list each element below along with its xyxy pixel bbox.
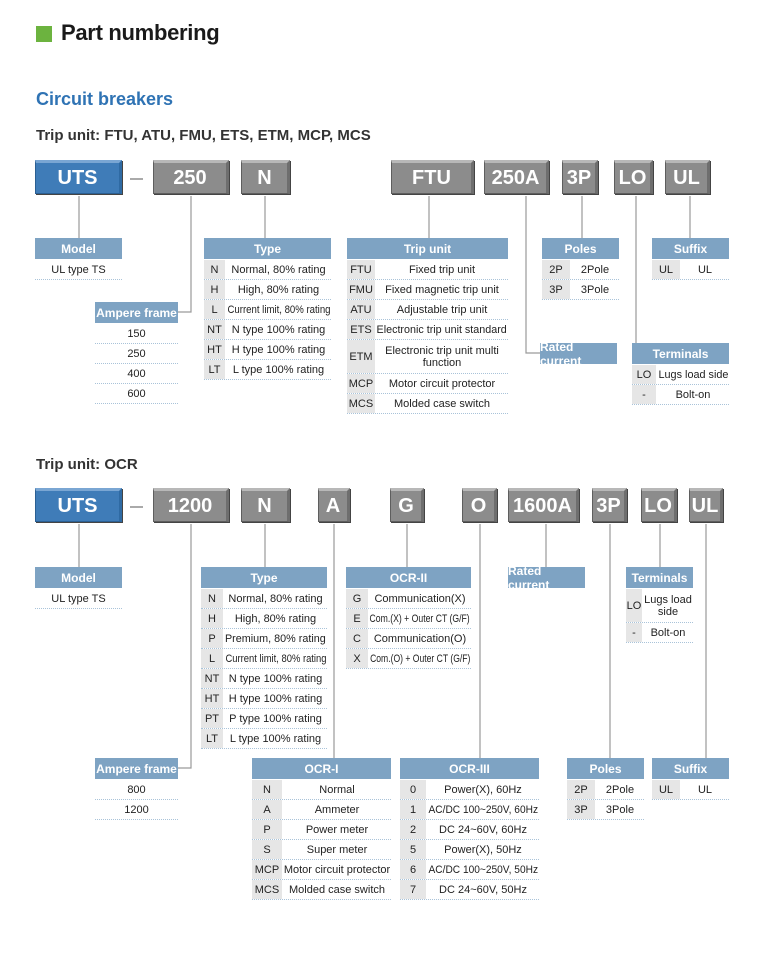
option-code: 1: [400, 800, 427, 819]
table-row: [204, 300, 331, 320]
code-key-250a: 250A: [484, 160, 549, 194]
option-code: HT: [201, 689, 224, 708]
option-description: 250: [127, 347, 146, 360]
option-code: G: [346, 589, 369, 608]
option-code: 2P: [567, 780, 596, 799]
option-description: 800: [127, 783, 146, 796]
option-description: Normal, 80% rating: [231, 263, 326, 276]
option-description-cell: [369, 609, 471, 628]
table-row: [35, 260, 122, 280]
table-row: [347, 320, 508, 340]
table-ampere: [95, 758, 178, 820]
option-description: DC 24~60V, 50Hz: [439, 883, 527, 896]
table-header: Terminals: [632, 343, 729, 365]
table-row: [400, 780, 539, 800]
option-description-cell: [643, 589, 693, 622]
option-description-cell: [283, 780, 391, 799]
code-key-lo: LO: [641, 488, 677, 522]
table-header: Suffix: [652, 238, 729, 260]
table-row: [95, 364, 178, 384]
table-row: [400, 800, 539, 820]
option-description-cell: [376, 300, 508, 319]
table-row: [542, 260, 619, 280]
option-description: N type 100% rating: [231, 323, 326, 336]
option-code: 6: [400, 860, 427, 879]
option-code: 3P: [542, 280, 571, 299]
table-row: [632, 365, 729, 385]
table-row: [567, 800, 644, 820]
option-code: FMU: [347, 280, 376, 299]
option-description: Fixed trip unit: [408, 263, 476, 276]
table-header: Model: [35, 567, 122, 589]
table-row: [95, 780, 178, 800]
table-row: [347, 300, 508, 320]
option-description-cell: [596, 800, 644, 819]
option-code: NT: [201, 669, 224, 688]
option-code: MCP: [252, 860, 283, 879]
table-trip: [347, 238, 508, 414]
option-description-cell: [95, 324, 178, 343]
table-rated: [508, 563, 585, 592]
option-description: 3Pole: [580, 283, 610, 296]
table-row: [347, 280, 508, 300]
option-description-cell: [95, 384, 178, 403]
table-row: [252, 820, 391, 840]
option-description-cell: [427, 780, 539, 799]
option-description-cell: [283, 860, 391, 879]
table-row: [252, 800, 391, 820]
table-header: Poles: [542, 238, 619, 260]
option-description: H type 100% rating: [231, 343, 326, 356]
option-description-cell: [283, 880, 391, 899]
option-code: LO: [626, 589, 643, 622]
option-code: -: [632, 385, 657, 404]
option-description: Ammeter: [314, 803, 360, 816]
option-description-cell: [226, 320, 331, 339]
table-row: [201, 669, 327, 689]
code-key-n: N: [241, 488, 290, 522]
option-description-cell: [224, 649, 327, 668]
table-header: OCR-II: [346, 567, 471, 589]
option-code: LT: [204, 360, 226, 379]
option-description: Electronic trip unit standard: [376, 323, 508, 336]
option-description-cell: [643, 623, 693, 642]
table-row: [204, 360, 331, 380]
option-description: AC/DC 100~250V, 60Hz: [428, 803, 538, 816]
option-description-cell: [224, 609, 327, 628]
option-description: N type 100% rating: [228, 672, 323, 685]
option-code: 7: [400, 880, 427, 899]
option-description: L type 100% rating: [229, 732, 322, 745]
table-row: [252, 880, 391, 900]
table-poles: [567, 758, 644, 820]
table-row: [201, 629, 327, 649]
option-code: N: [204, 260, 226, 279]
table-type: [201, 567, 327, 749]
table-header: Suffix: [652, 758, 729, 780]
table-rated: [540, 339, 617, 368]
option-description: Molded case switch: [289, 883, 385, 896]
option-code: LO: [632, 365, 657, 384]
option-description-cell: [369, 629, 471, 648]
table-poles: [542, 238, 619, 300]
code-key-lo: LO: [614, 160, 653, 194]
code-key-o: O: [462, 488, 497, 522]
option-description: UL: [697, 783, 713, 796]
option-description-cell: [427, 860, 539, 879]
table-header: Ampere frame: [95, 758, 178, 780]
subtitle: Circuit breakers: [36, 89, 174, 109]
option-description: Bolt-on: [675, 388, 711, 401]
table-row: [346, 629, 471, 649]
option-description: P type 100% rating: [229, 712, 322, 725]
table-header: Rated current: [540, 343, 617, 365]
option-description-cell: [571, 260, 619, 279]
option-description: Communication(X): [374, 592, 466, 605]
option-description: Super meter: [306, 843, 368, 856]
table-row: [204, 340, 331, 360]
option-description: 2Pole: [605, 783, 635, 796]
option-description: 600: [127, 387, 146, 400]
option-code: -: [626, 623, 643, 642]
option-code: MCP: [347, 374, 376, 393]
table-row: [95, 344, 178, 364]
table-terminals: [632, 343, 729, 405]
option-code: 3P: [567, 800, 596, 819]
option-description-cell: [283, 800, 391, 819]
option-code: H: [204, 280, 226, 299]
table-row: [347, 394, 508, 414]
table-row: [35, 589, 122, 609]
table-type: [204, 238, 331, 380]
option-description: Bolt-on: [650, 626, 686, 639]
option-description-cell: [376, 394, 508, 413]
option-description-cell: [596, 780, 644, 799]
option-description: Com.(O) + Outer CT (G/F): [369, 652, 471, 665]
option-description: AC/DC 100~250V, 50Hz: [428, 863, 538, 876]
table-ocr2: [346, 567, 471, 669]
table-header: Terminals: [626, 567, 693, 589]
option-description: Normal: [319, 783, 355, 796]
option-description-cell: [427, 880, 539, 899]
code-key-g: G: [390, 488, 424, 522]
table-ocr1: [252, 758, 391, 900]
option-code: L: [204, 300, 226, 319]
option-code: NT: [204, 320, 226, 339]
option-description: Fixed magnetic trip unit: [385, 283, 499, 296]
table-header: Rated current: [508, 567, 585, 589]
option-description: 2Pole: [580, 263, 610, 276]
option-description: Lugs load side: [644, 593, 692, 618]
code-key-ul: UL: [665, 160, 710, 194]
option-description: Lugs load side: [658, 368, 728, 381]
option-description-cell: [226, 280, 331, 299]
table-row: [626, 589, 693, 623]
option-code: S: [252, 840, 283, 859]
option-code: A: [252, 800, 283, 819]
table-row: [652, 780, 729, 800]
option-code: 0: [400, 780, 427, 799]
option-description: UL type TS: [51, 592, 106, 605]
option-description-cell: [681, 780, 729, 799]
option-description-cell: [369, 649, 471, 668]
code-key-1200: 1200: [153, 488, 229, 522]
table-row: [400, 820, 539, 840]
section-heading-1: Trip unit: FTU, ATU, FMU, ETS, ETM, MCP, MCS: [36, 127, 371, 144]
table-row: [252, 860, 391, 880]
option-description-cell: [657, 365, 729, 384]
option-description: Motor circuit protector: [388, 377, 496, 390]
table-row: [632, 385, 729, 405]
separator-dash: [130, 178, 143, 180]
table-row: [347, 340, 508, 374]
option-description-cell: [35, 589, 122, 608]
code-key-ftu: FTU: [391, 160, 474, 194]
option-description-cell: [376, 340, 508, 373]
table-model: [35, 567, 122, 609]
page-title: Part numbering: [61, 20, 220, 45]
table-row: [347, 260, 508, 280]
table-suffix: [652, 238, 729, 280]
option-code: HT: [204, 340, 226, 359]
table-row: [652, 260, 729, 280]
option-code: N: [252, 780, 283, 799]
option-description: 400: [127, 367, 146, 380]
option-code: 2P: [542, 260, 571, 279]
option-code: MCS: [347, 394, 376, 413]
option-description: Normal, 80% rating: [228, 592, 323, 605]
option-description-cell: [35, 260, 122, 279]
option-description-cell: [224, 729, 327, 748]
code-key-n: N: [241, 160, 290, 194]
table-row: [400, 860, 539, 880]
option-description-cell: [224, 589, 327, 608]
table-header: OCR-III: [400, 758, 539, 780]
option-code: UL: [652, 780, 681, 799]
table-row: [201, 709, 327, 729]
option-description: Communication(O): [373, 632, 467, 645]
option-description-cell: [283, 840, 391, 859]
option-code: P: [201, 629, 224, 648]
table-header: Trip unit: [347, 238, 508, 260]
option-description-cell: [571, 280, 619, 299]
section-heading-2: Trip unit: OCR: [36, 456, 138, 473]
code-key-3p: 3P: [562, 160, 598, 194]
table-header: Model: [35, 238, 122, 260]
code-key-250: 250: [153, 160, 229, 194]
table-terminals: [626, 567, 693, 643]
option-description-cell: [376, 280, 508, 299]
option-description: Current limit, 80% rating: [224, 652, 327, 665]
separator-dash: [130, 506, 143, 508]
table-row: [346, 609, 471, 629]
option-code: UL: [652, 260, 681, 279]
table-row: [204, 260, 331, 280]
table-row: [567, 780, 644, 800]
table-row: [201, 729, 327, 749]
option-code: FTU: [347, 260, 376, 279]
option-description: H type 100% rating: [228, 692, 323, 705]
option-code: L: [201, 649, 224, 668]
option-description-cell: [95, 344, 178, 363]
option-description: Premium, 80% rating: [225, 632, 326, 645]
option-code: C: [346, 629, 369, 648]
table-row: [201, 649, 327, 669]
option-description-cell: [226, 360, 331, 379]
option-code: MCS: [252, 880, 283, 899]
table-row: [347, 374, 508, 394]
option-description: L type 100% rating: [232, 363, 325, 376]
option-description-cell: [681, 260, 729, 279]
table-row: [346, 649, 471, 669]
table-model: [35, 238, 122, 280]
table-row: [542, 280, 619, 300]
option-code: ETS: [347, 320, 376, 339]
code-key-1600a: 1600A: [508, 488, 579, 522]
option-description: Current limit, 80% rating: [226, 303, 331, 316]
option-description: Electronic trip unit multi function: [385, 344, 499, 369]
option-description: UL: [697, 263, 713, 276]
table-header: Poles: [567, 758, 644, 780]
option-description: Com.(X) + Outer CT (G/F): [369, 612, 471, 625]
option-description-cell: [226, 300, 331, 319]
table-row: [252, 780, 391, 800]
table-header: Ampere frame: [95, 302, 178, 324]
option-description-cell: [283, 820, 391, 839]
code-key-3p: 3P: [592, 488, 627, 522]
option-description: Molded case switch: [394, 397, 490, 410]
option-code: PT: [201, 709, 224, 728]
table-suffix: [652, 758, 729, 800]
table-row: [252, 840, 391, 860]
option-description-cell: [224, 709, 327, 728]
option-description-cell: [369, 589, 471, 608]
option-description-cell: [376, 374, 508, 393]
option-description: DC 24~60V, 60Hz: [439, 823, 527, 836]
option-code: ATU: [347, 300, 376, 319]
table-header: Type: [204, 238, 331, 260]
option-description: Power(X), 50Hz: [444, 843, 522, 856]
code-key-uts: UTS: [35, 488, 122, 522]
table-row: [95, 324, 178, 344]
table-ocr3: [400, 758, 539, 900]
option-description-cell: [224, 629, 327, 648]
option-description-cell: [427, 820, 539, 839]
table-ampere: [95, 302, 178, 404]
table-row: [400, 880, 539, 900]
table-row: [95, 384, 178, 404]
table-row: [201, 589, 327, 609]
option-code: X: [346, 649, 369, 668]
option-code: H: [201, 609, 224, 628]
option-description-cell: [95, 800, 178, 819]
option-description-cell: [376, 260, 508, 279]
option-description: Power(X), 60Hz: [444, 783, 522, 796]
table-row: [626, 623, 693, 643]
option-code: N: [201, 589, 224, 608]
option-code: E: [346, 609, 369, 628]
option-description-cell: [95, 364, 178, 383]
option-description: High, 80% rating: [234, 612, 317, 625]
option-code: 2: [400, 820, 427, 839]
table-row: [95, 800, 178, 820]
option-description-cell: [226, 260, 331, 279]
option-code: ETM: [347, 340, 376, 373]
option-description: Power meter: [305, 823, 369, 836]
table-row: [204, 280, 331, 300]
table-header: Type: [201, 567, 327, 589]
table-row: [346, 589, 471, 609]
option-description-cell: [224, 689, 327, 708]
option-code: LT: [201, 729, 224, 748]
option-description-cell: [427, 800, 539, 819]
option-description-cell: [226, 340, 331, 359]
table-row: [201, 689, 327, 709]
option-description: Adjustable trip unit: [396, 303, 488, 316]
option-description: 1200: [124, 803, 149, 816]
option-description-cell: [95, 780, 178, 799]
code-key-ul: UL: [689, 488, 723, 522]
option-description-cell: [427, 840, 539, 859]
table-row: [400, 840, 539, 860]
option-description-cell: [224, 669, 327, 688]
table-row: [204, 320, 331, 340]
code-key-uts: UTS: [35, 160, 122, 194]
table-header: OCR-I: [252, 758, 391, 780]
code-key-a: A: [318, 488, 350, 522]
table-row: [201, 609, 327, 629]
option-code: 5: [400, 840, 427, 859]
option-description: 3Pole: [605, 803, 635, 816]
option-description: High, 80% rating: [237, 283, 320, 296]
option-description-cell: [657, 385, 729, 404]
option-description-cell: [376, 320, 508, 339]
option-description: UL type TS: [51, 263, 106, 276]
option-description: 150: [127, 327, 146, 340]
option-code: P: [252, 820, 283, 839]
option-description: Motor circuit protector: [283, 863, 391, 876]
